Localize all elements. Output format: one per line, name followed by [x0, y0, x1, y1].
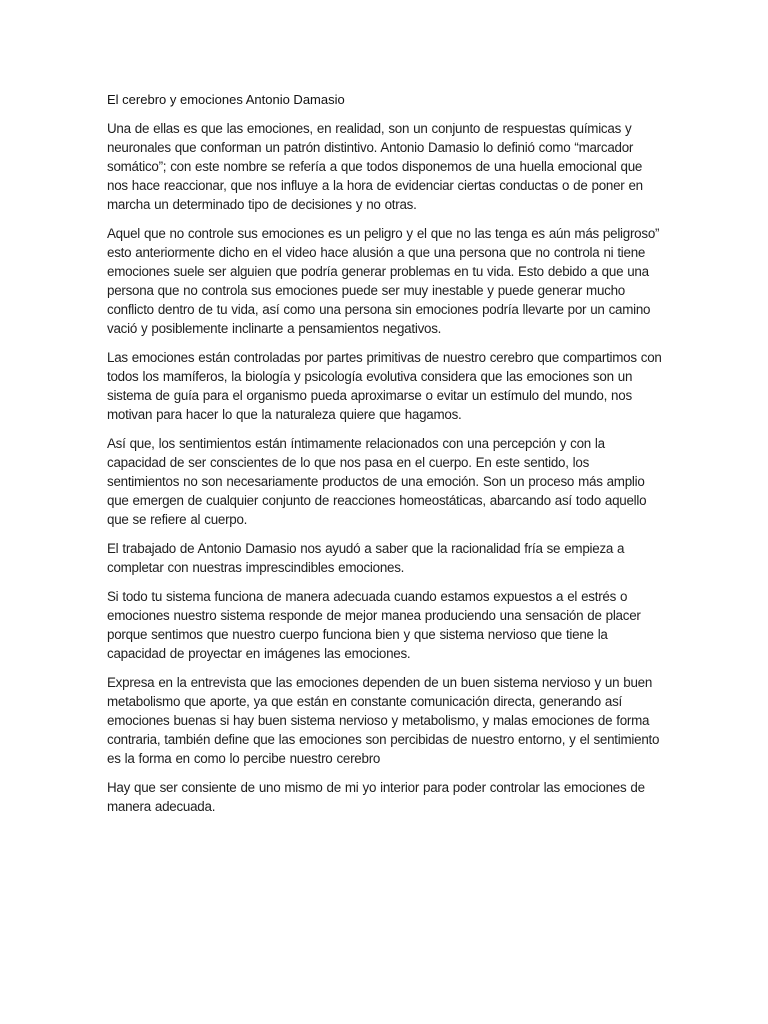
- paragraph-4: Así que, los sentimientos están íntimamente relacionados con una percepción y con la capacidad de ser conscientes de lo que nos pasa en el cuerpo. En este sentido, los sentimientos no son necesariamente productos de una emoción. Son un proceso más amplio que emergen de cualquier conjunto de reacciones homeostáticas, abarcando así todo aquello que se refiere al cuerpo.: [107, 436, 647, 527]
- paragraph-3: Las emociones están controladas por partes primitivas de nuestro cerebro que compartimos con todos los mamíferos, la biología y psicología evolutiva considera que las emociones son un sistema de guía para el organismo pueda aproximarse o evitar un estímulo del mundo, nos motivan para hacer lo que la naturaleza quiere que hagamos.: [107, 350, 662, 422]
- document-title: El cerebro y emociones Antonio Damasio: [107, 92, 345, 107]
- document-body: [107, 92, 663, 826]
- paragraph-8: Hay que ser consiente de uno mismo de mi yo interior para poder controlar las emociones de manera adecuada.: [107, 780, 645, 814]
- paragraph-5: El trabajado de Antonio Damasio nos ayudó a saber que la racionalidad fría se empieza a completar con nuestras imprescindibles emociones.: [107, 541, 625, 575]
- paragraph-7: Expresa en la entrevista que las emociones dependen de un buen sistema nervioso y un buen metabolismo que aporte, ya que están en constante comunicación directa, generando así emociones buenas si hay buen sistema nervioso y metabolismo, y malas emociones de forma contraria, también define que las emociones son percibidas de nuestro entorno, y el sentimiento es la forma en como lo percibe nuestro cerebro: [107, 675, 660, 766]
- paragraph-1: Una de ellas es que las emociones, en realidad, son un conjunto de respuestas químicas y neuronales que conforman un patrón distintivo. Antonio Damasio lo definió como “marcador somático”; con este nombre se refería a que todos disponemos de una huella emocional que nos hace reaccionar, que nos influye a la hora de evidenciar ciertas conductas o de poner en marcha un determinado tipo de decisiones y no otras.: [107, 121, 643, 212]
- paragraph-2: Aquel que no controle sus emociones es un peligro y el que no las tenga es aún más peligroso” esto anteriormente dicho en el video hace alusión a que una persona que no controla ni tiene emociones suele ser alguien que podría generar problemas en tu vida. Esto debido a que una persona que no controla sus emociones puede ser muy inestable y puede generar mucho conflicto dentro de tu vida, así como una persona sin emociones podría llevarte por un camino vació y posiblemente inclinarte a pensamientos negativos.: [107, 226, 660, 336]
- paragraph-6: Si todo tu sistema funciona de manera adecuada cuando estamos expuestos a el estrés o emociones nuestro sistema responde de mejor manea produciendo una sensación de placer porque sentimos que nuestro cuerpo funciona bien y que sistema nervioso que tiene la capacidad de proyectar en imágenes las emociones.: [107, 589, 641, 661]
